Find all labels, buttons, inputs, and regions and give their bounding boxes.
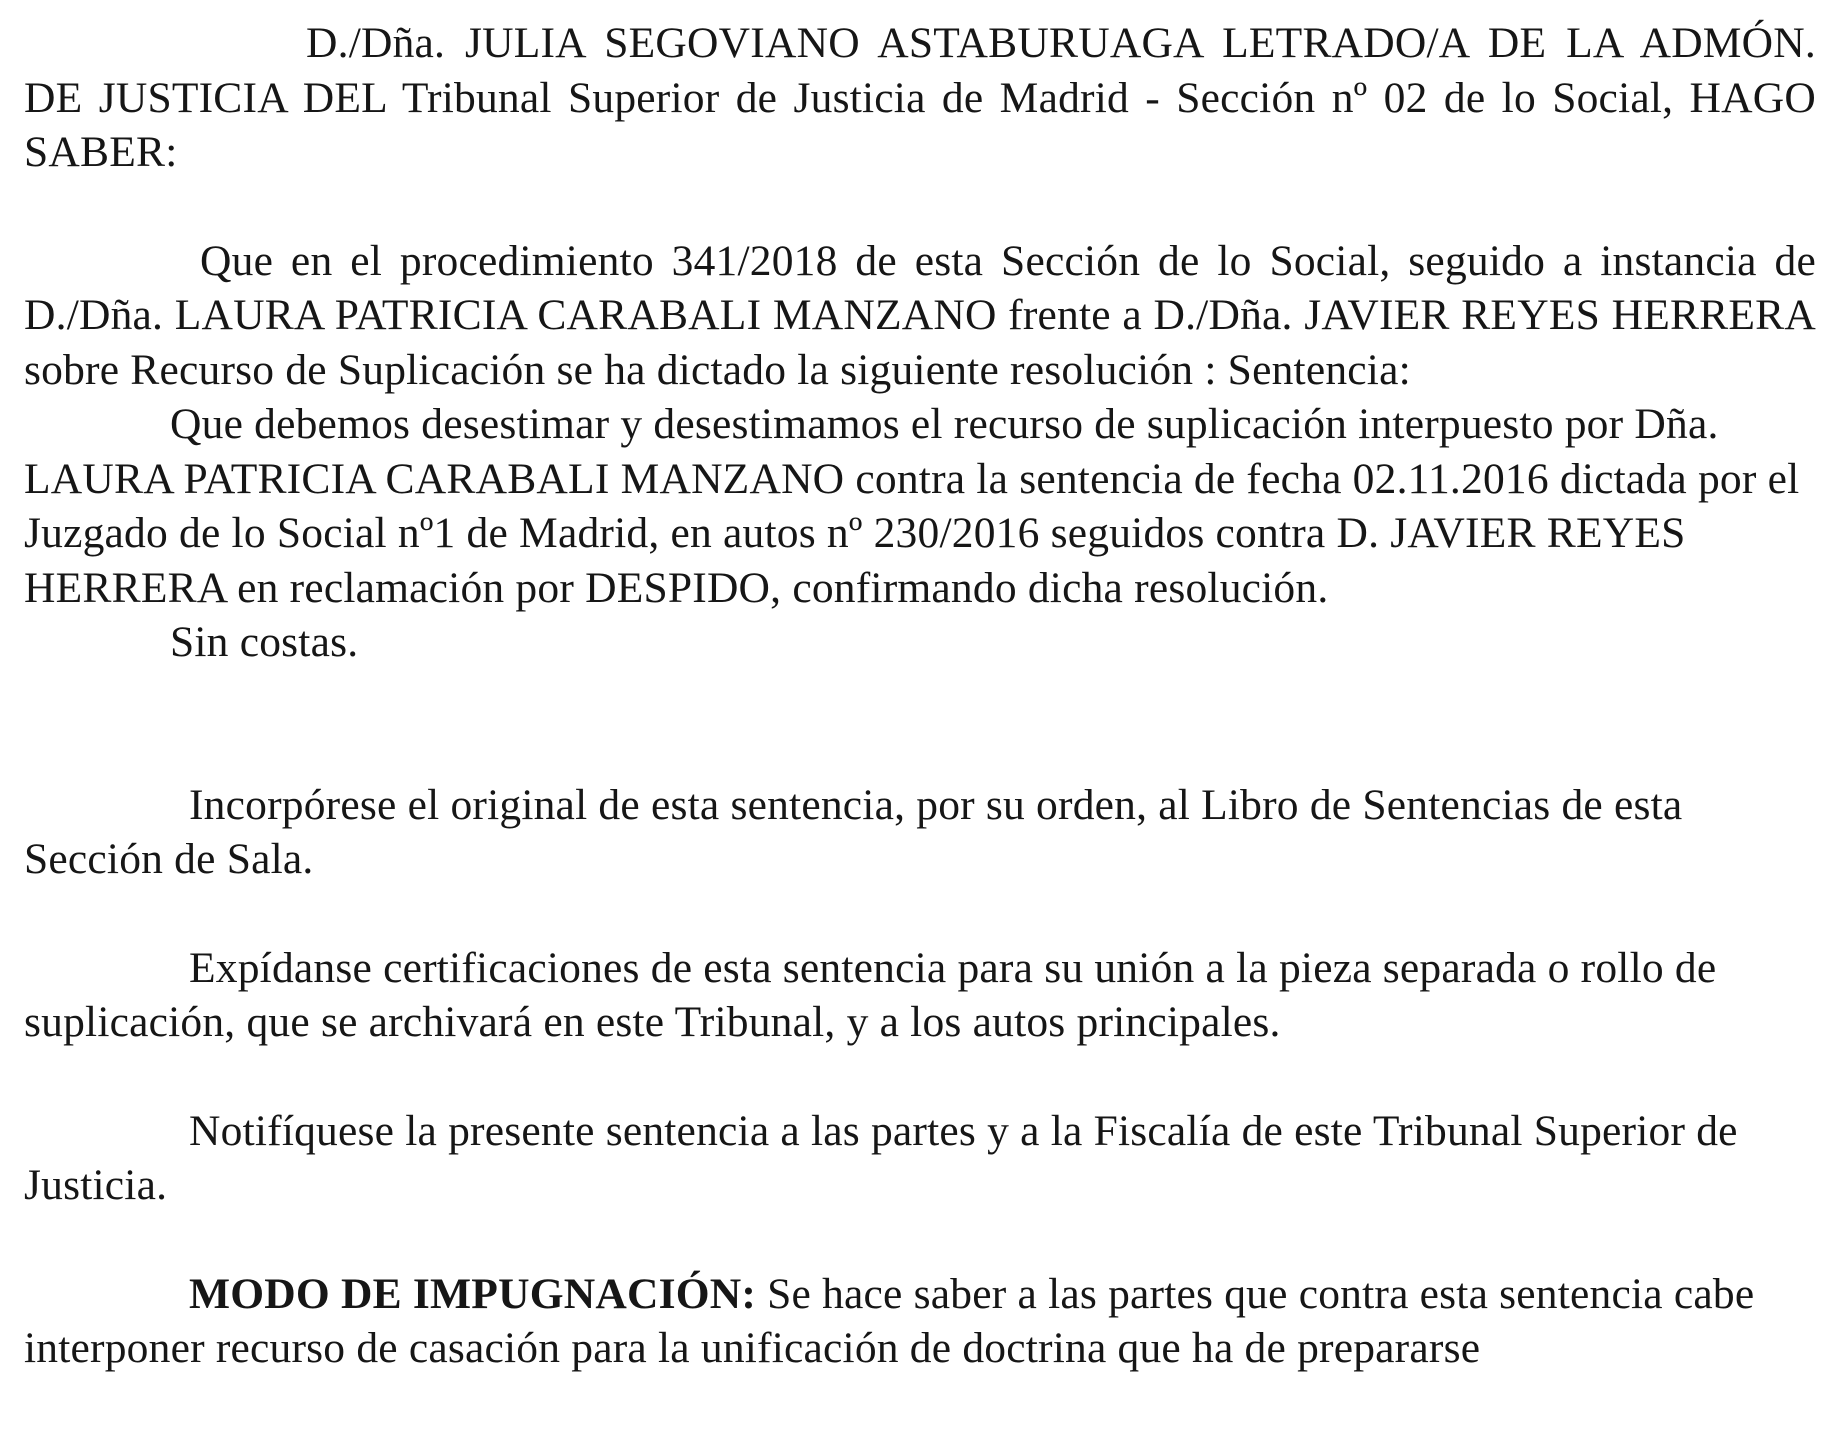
notification-text: Notifíquese la presente sentencia a las partes y a la Fiscalía de este Tribunal Superior de Justicia.: [24, 1106, 1738, 1209]
ruling-text: Que debemos desestimar y desestimamos el recurso de suplicación interpuesto por Dña. LAURA PATRICIA CARABALI MANZANO contra la sentencia de fecha 02.11.2016 dictada por el Juzgado de lo Social nº1 de Madrid, en autos nº 230/2016 seguidos contra D. JAVIER REYES HERRERA en reclamación por DESPIDO, confirmando dicha resolución.: [24, 400, 1800, 612]
document-page: [24, 16, 1816, 1376]
certification-paragraph: [24, 941, 1816, 1050]
appeal-paragraph: [24, 1267, 1816, 1376]
incorporation-text: Incorpórese el original de esta sentencia, por su orden, al Libro de Sentencias de esta Sección de Sala.: [24, 780, 1683, 883]
appeal-heading: MODO DE IMPUGNACIÓN:: [189, 1269, 757, 1318]
incorporation-paragraph: [24, 778, 1816, 887]
no-costs-text: Sin costas.: [170, 618, 359, 666]
header-text: D./Dña. JULIA SEGOVIANO ASTABURUAGA LETRADO/A DE LA ADMÓN. DE JUSTICIA DEL Tribunal Superior de Justicia de Madrid - Sección nº 02 de lo Social, HAGO SABER:: [24, 19, 1816, 176]
procedure-text: Que en el procedimiento 341/2018 de esta Sección de lo Social, seguido a instancia de D./Dña. LAURA PATRICIA CARABALI MANZANO frente a D./Dña. JAVIER REYES HERRERA sobre Recurso de Suplicación se ha dictado la siguiente resolución : Sentencia:: [24, 236, 1816, 394]
appeal-text: Se hace saber a las partes que contra esta sentencia cabe interponer recurso de casación para la unificación de doctrina que ha de prepararse: [24, 1269, 1755, 1372]
notification-paragraph: [24, 1104, 1816, 1213]
procedure-paragraph: [24, 234, 1816, 398]
ruling-paragraph: [24, 397, 1816, 670]
notice-header: [24, 16, 1816, 180]
certification-text: Expídanse certificaciones de esta sentencia para su unión a la pieza separada o rollo de suplicación, que se archivará en este Tribunal, y a los autos principales.: [24, 943, 1717, 1046]
